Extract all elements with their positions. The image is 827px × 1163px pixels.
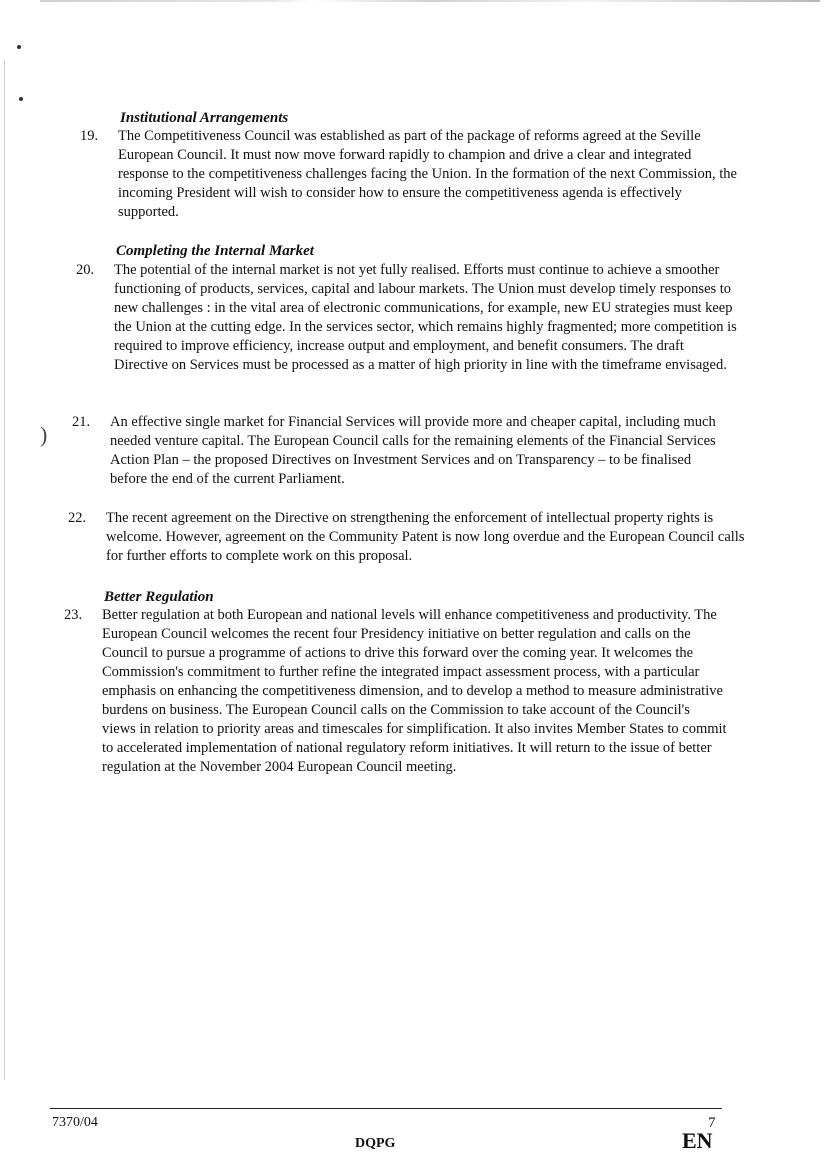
paragraph-number: 20. [76,262,95,278]
paragraph-number: 23. [64,607,83,623]
section-heading: Better Regulation [104,589,214,605]
footer-language-code: EN [682,1128,713,1153]
scan-dot [17,45,21,49]
paragraph-number: 22. [68,510,87,526]
paragraph-text: The potential of the internal market is not yet fully realised. Efforts must continue to achieve a smoother functioning of products, services, capital and labour markets. The Union must develop timely responses to new challenges : in the vital area of electronic communications, for example, new EU strategies must keep the Union at the cutting edge. In the services sector, which remains highly fragmented; more competition is required to improve efficiency, increase output and employment, and benefit consumers. The draft Directive on Services must be processed as a matter of high priority in line with the timeframe envisaged. [114,262,737,373]
scan-bracket-mark: ) [40,422,48,447]
footer-rule [50,1108,722,1109]
footer-page-number: 7 [708,1115,716,1131]
section-heading: Institutional Arrangements [120,110,289,126]
scan-dot [19,97,23,101]
footer-document-reference: 7370/04 [52,1115,98,1130]
paragraph-number: 21. [72,414,91,430]
section-heading: Completing the Internal Market [116,243,314,259]
paragraph-text: The Competitiveness Council was established as part of the package of reforms agreed at the Seville European Council. It must now move forward rapidly to champion and drive a clear and integrated response to the competitiveness challenges facing the Union. In the formation of the next Commission, the incoming President will wish to consider how to ensure the competitiveness agenda is effectively supported. [118,128,737,220]
paragraph-text: Better regulation at both European and national levels will enhance competitiveness and productivity. The European Council welcomes the recent four Presidency initiative on better regulation and calls on the Council to pursue a programme of actions to drive this forward over the coming year. It welcomes the Commission's commitment to further refine the integrated impact assessment process, with a particular emphasis on enhancing the competitiveness dimension, and to develop a method to measure administrative burdens on business. The European Council calls on the Commission to take account of the Council's views in relation to priority areas and timescales for simplification. It also invites Member States to commit to accelerated implementation of national regulatory reform initiatives. It will return to the issue of better regulation at the November 2004 European Council meeting. [102,607,727,775]
scan-artifact-top [40,0,820,2]
footer-department: DQPG [355,1136,396,1151]
scan-artifact-left [4,60,5,1080]
paragraph-text: The recent agreement on the Directive on strengthening the enforcement of intellectual property rights is welcome. However, agreement on the Community Patent is now long overdue and the European Council calls for further efforts to complete work on this proposal. [106,510,745,564]
paragraph-text: An effective single market for Financial Services will provide more and cheaper capital, including much needed venture capital. The European Council calls for the remaining elements of the Financial Services Action Plan – the proposed Directives on Investment Services and on Transparency – to be finalised before the end of the current Parliament. [110,414,716,487]
paragraph-number: 19. [80,128,99,144]
